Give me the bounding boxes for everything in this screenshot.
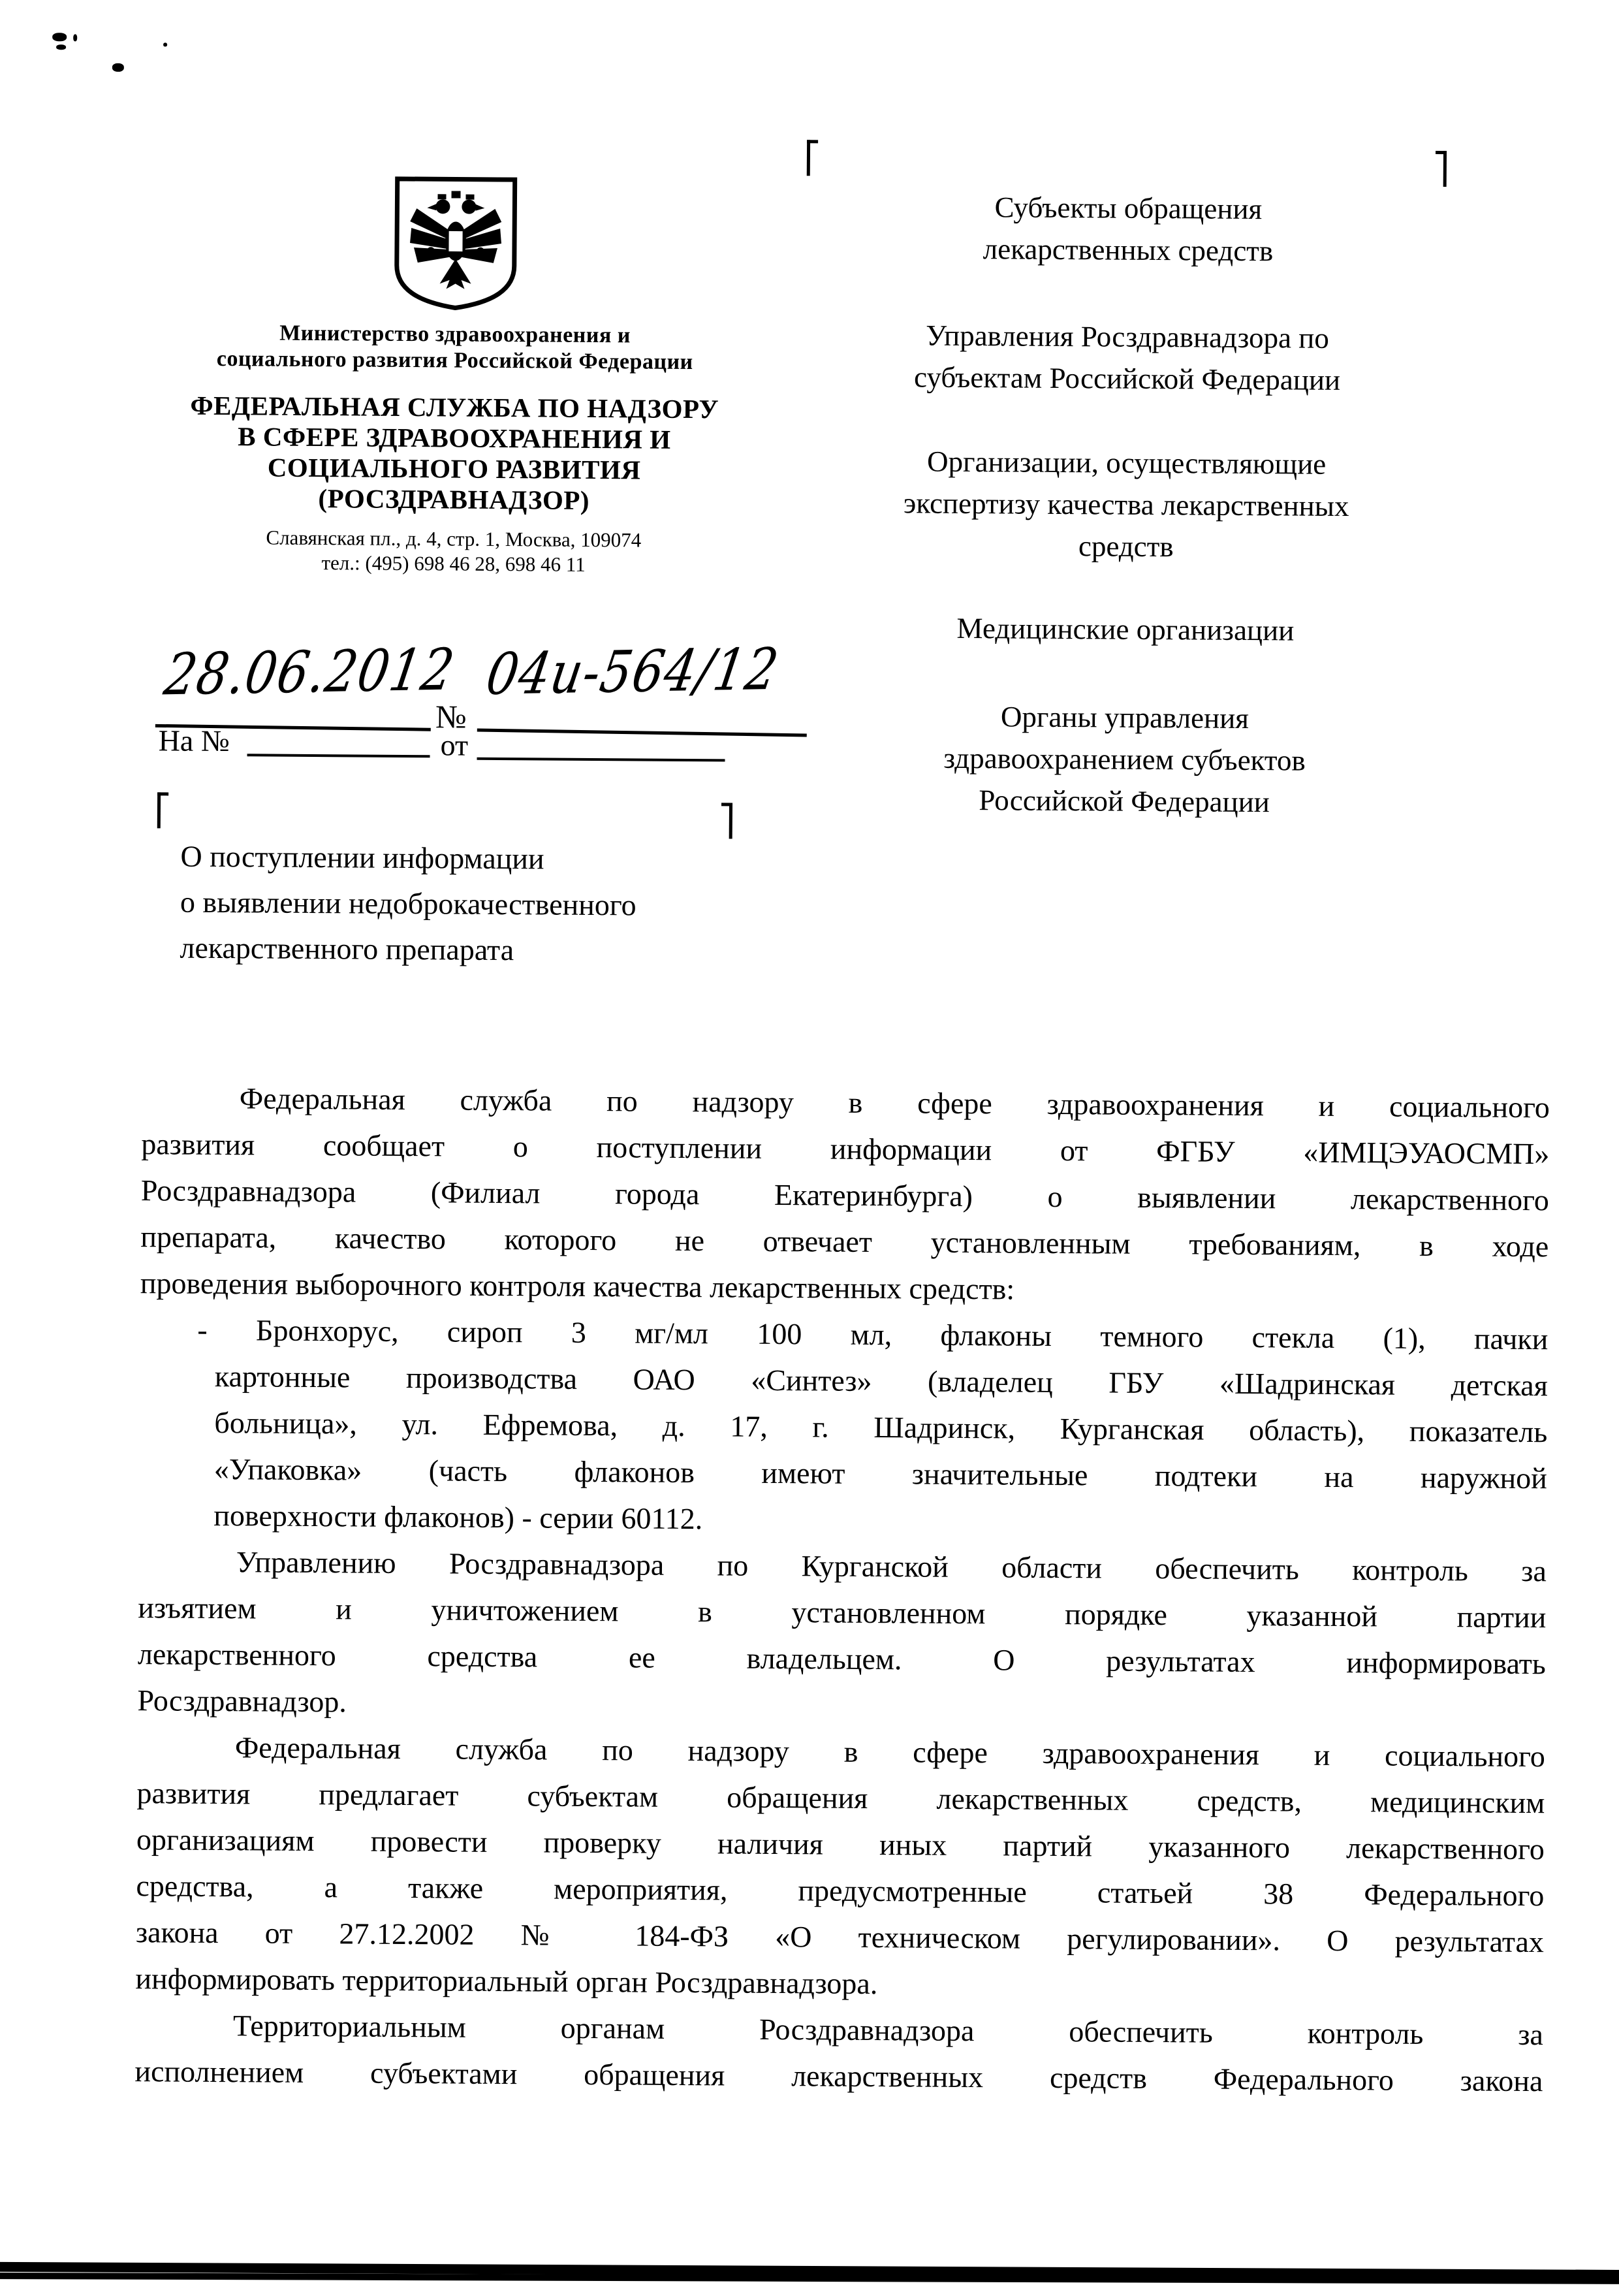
pencil-mark — [52, 33, 67, 41]
corner-mark-subject-right — [729, 803, 732, 838]
body-line: «Упаковка» (часть флаконов имеют значительные подтеки на наружной — [213, 1452, 1548, 1495]
number-underline — [477, 729, 807, 737]
body-line: препарата, качество которого не отвечает установленным требованиям, в ходе — [140, 1220, 1549, 1264]
body-line: проведения выборочного контроля качества лекарственных средств: — [140, 1266, 1015, 1306]
body-line: организациям провести проверку наличия иных партий указанного лекарственного — [136, 1823, 1545, 1866]
body-line: поверхности флаконов) - серии 60112. — [213, 1498, 703, 1536]
pencil-mark — [112, 63, 124, 72]
recipient-line: здравоохранением субъектов — [943, 741, 1306, 777]
service-line: СОЦИАЛЬНОГО РАЗВИТИЯ — [267, 452, 641, 485]
body-line: Федеральная служба по надзору в сфере здравоохранения и социального — [234, 1730, 1546, 1774]
recipient-line: Субъекты обращения — [994, 191, 1263, 226]
body-line: закона от 27.12.2002 № 184-ФЗ «О техническом регулировании». О результатах — [135, 1915, 1545, 1959]
body-line: развития сообщает о поступлении информации от ФГБУ «ИМЦЭУАОСМП» — [141, 1127, 1550, 1171]
body-line: исполнением субъектами обращения лекарственных средств Федерального закона — [134, 2054, 1543, 2098]
reply-number-blank — [247, 754, 430, 757]
handwritten-date: 28.06.2012 — [160, 635, 460, 709]
recipient-line: Управления Росздравнадзора по — [926, 319, 1330, 355]
body-line: развития предлагает субъектам обращения лекарственных средств, медицинским — [136, 1776, 1545, 1820]
service-line: (РОСЗДРАВНАДЗОР) — [318, 483, 590, 515]
corner-mark-top-right — [1443, 151, 1447, 187]
body-line: картонные производства ОАО «Синтез» (владелец ГБУ «Шадринская детская — [214, 1359, 1548, 1403]
recipient-line: Организации, осуществляющие — [926, 445, 1327, 481]
subject-line: лекарственного препарата — [180, 931, 514, 967]
reply-number-label: На № — [158, 724, 230, 758]
body-line: - Бронхорус, сироп 3 мг/мл 100 мл, флаконы темного стекла (1), пачки — [197, 1313, 1548, 1356]
body-line: информировать территориальный орган Росздравнадзора. — [135, 1962, 878, 2001]
body-line: Управлению Росздравнадзора по Курганской области обеспечить контроль за — [236, 1545, 1547, 1588]
recipient-line: лекарственных средств — [982, 232, 1274, 268]
recipient-line: Российской Федерации — [979, 784, 1270, 819]
recipient-line: средств — [1078, 530, 1174, 564]
recipient-line: Медицинские организации — [956, 611, 1295, 647]
recipient-line: экспертизу качества лекарственных — [903, 486, 1349, 523]
recipient-line: субъектам Российской Федерации — [913, 360, 1341, 396]
subject-block — [180, 834, 768, 975]
service-line: ФЕДЕРАЛЬНАЯ СЛУЖБА ПО НАДЗОРУ — [190, 390, 719, 424]
pencil-mark — [163, 42, 167, 46]
body-line: Территориальным органам Росздравнадзора обеспечить контроль за — [232, 2009, 1544, 2052]
body-line: Росздравнадзор. — [137, 1683, 347, 1719]
letter-body — [134, 1074, 1550, 2104]
service-line: В СФЕРЕ ЗДРАВООХРАНЕНИЯ И — [238, 421, 671, 454]
address-line: Славянская пл., д. 4, стр. 1, Москва, 109074 — [266, 526, 642, 552]
corner-mark-top-left — [807, 140, 810, 176]
ministry-line: социального развития Российской Федерации — [216, 346, 693, 375]
body-line: средства, а также мероприятия, предусмотренные статьей 38 Федерального — [136, 1869, 1545, 1913]
subject-line: о выявлении недоброкачественного — [180, 885, 637, 922]
reply-from-label: от — [440, 728, 469, 762]
recipient-group — [812, 606, 1439, 652]
number-sign: № — [435, 698, 467, 735]
letterhead — [146, 170, 762, 579]
body-line: лекарственного средства ее владельцем. О результатах информировать — [137, 1637, 1547, 1681]
recipient-group — [813, 313, 1441, 402]
body-line: Росздравнадзора (Филиал города Екатеринбурга) о выявлении лекарственного — [140, 1173, 1550, 1217]
ministry-line: Министерство здравоохранения и — [279, 321, 631, 348]
coat-of-arms-emblem — [390, 172, 522, 315]
recipient-group — [815, 185, 1442, 273]
pencil-mark — [56, 44, 66, 50]
subject-line: О поступлении информации — [180, 839, 544, 876]
body-line: больница», ул. Ефремова, д. 17, г. Шадринск, Курганская область), показатель — [214, 1405, 1548, 1449]
phone-line: тел.: (495) 698 46 28, 698 46 11 — [321, 551, 586, 576]
reply-date-blank — [477, 757, 725, 762]
body-line: Федеральная служба по надзору в сфере здравоохранения и социального — [239, 1081, 1550, 1124]
recipient-group — [811, 694, 1438, 824]
corner-mark-subject-left — [157, 792, 161, 828]
service-name — [147, 390, 761, 517]
address-block — [146, 524, 761, 579]
recipient-group — [813, 439, 1440, 569]
recipient-line: Органы управления — [1000, 700, 1250, 735]
body-line: изъятием и уничтожением в установленном порядке указанной партии — [138, 1591, 1547, 1634]
pencil-mark — [73, 34, 77, 41]
handwritten-number: 04и-564/12 — [482, 635, 784, 708]
ministry-name — [148, 319, 762, 376]
